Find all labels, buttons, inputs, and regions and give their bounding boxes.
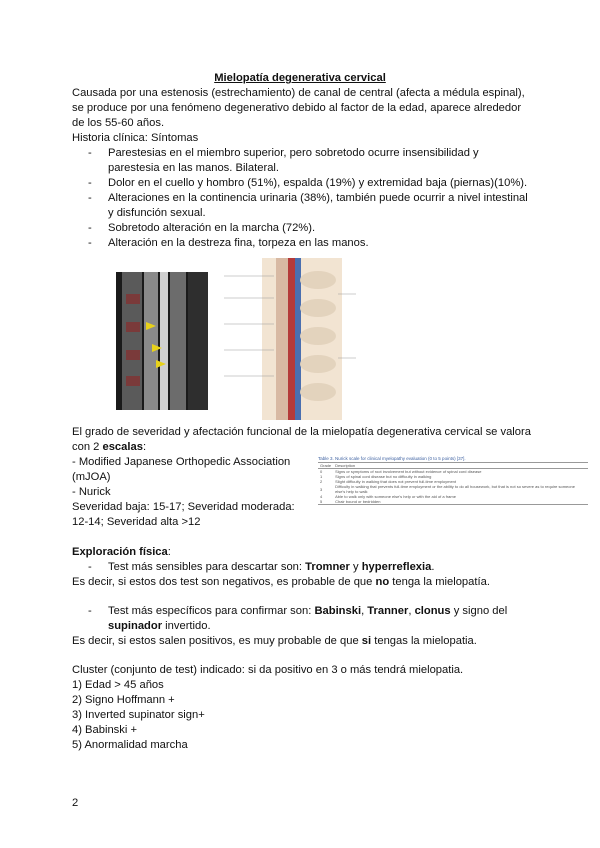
table-cell: Slight difficulty in walking that does not prevent full-time employment	[335, 479, 456, 484]
specific-tests-line-1: Test más específicos para confirmar son: Babinski, Tranner, clonus y signo del	[108, 605, 508, 617]
exploracion-heading: Exploración física:	[72, 546, 171, 558]
cluster-item: 2) Signo Hoffmann +	[72, 694, 175, 706]
table-cell: Signs of spinal cord disease but no difficulty in walking	[335, 474, 432, 479]
scale-nurick: - Nurick	[72, 486, 111, 498]
sensitive-tests: Test más sensibles para descartar son: Tromner y hyperreflexia.	[108, 561, 435, 573]
severity-line-2: con 2 escalas:	[72, 441, 147, 453]
symptom-5-line-1: Alteración en la destreza fina, torpeza en las manos.	[108, 237, 369, 249]
table-cell: 1	[320, 474, 323, 479]
table-cell: 0	[320, 469, 323, 474]
table-cell: 5	[320, 499, 323, 504]
severity-ranges-1: Severidad baja: 15-17; Severidad moderada:	[72, 501, 295, 513]
table-cell: 2	[320, 479, 323, 484]
cluster-item: 3) Inverted supinator sign+	[72, 709, 205, 721]
bullet-dash: -	[88, 605, 92, 617]
nurick-table	[318, 456, 588, 510]
sensitive-explanation: Es decir, si estos dos test son negativos, es probable de que no tenga la mielopatía.	[72, 576, 490, 588]
bullet-dash: -	[88, 177, 92, 189]
cluster-item: 1) Edad > 45 años	[72, 679, 164, 691]
scale-mjoa-abbr: (mJOA)	[72, 471, 111, 483]
severity-line-1: El grado de severidad y afectación funcional de la mielopatía degenerativa cervical se valora	[72, 426, 531, 438]
symptom-1-line-1: Parestesias en el miembro superior, pero sobretodo ocurre insensibilidad y	[108, 147, 479, 159]
spine-illustration	[218, 258, 358, 420]
symptom-2-line-1: Dolor en el cuello y hombro (51%), espalda (19%) y extremidad baja (piernas)(10%).	[108, 177, 528, 189]
table-header: Description	[335, 463, 356, 468]
page-number: 2	[72, 797, 79, 809]
page-title: Mielopatía degenerativa cervical	[214, 72, 386, 84]
cluster-intro: Cluster (conjunto de test) indicado: si da positivo en 3 o más tendrá mielopatia.	[72, 664, 464, 676]
cluster-item: 4) Babinski +	[72, 724, 137, 736]
symptom-3-line-1: Alteraciones en la continencia urinaria (38%), también puede ocurrir a nivel intestinal	[108, 192, 528, 204]
bullet-dash: -	[88, 237, 92, 249]
table-cell: Able to walk only with someone else's help or with the aid of a frame	[335, 494, 456, 499]
table-header: Grade	[320, 463, 332, 468]
bullet-dash: -	[88, 147, 92, 159]
table-cell: Chair bound or bedridden	[335, 499, 381, 504]
severity-ranges-2: 12-14; Severidad alta >12	[72, 516, 201, 528]
table-cell: Difficulty in walking that prevents full-time employment or the ability to do all housework, but that is not so severe as to require someone else's help to walk	[335, 484, 575, 494]
symptom-1-line-2: parestesia en las manos. Bilateral.	[108, 162, 280, 174]
cluster-item: 5) Anormalidad marcha	[72, 739, 188, 751]
specific-tests-line-2: supinador invertido.	[108, 620, 211, 632]
historia-heading: Historia clínica: Síntomas	[72, 132, 199, 144]
intro-line-3: de los 55-60 años.	[72, 117, 165, 129]
bullet-dash: -	[88, 561, 92, 573]
scale-mjoa: - Modified Japanese Orthopedic Association	[72, 456, 291, 468]
bullet-dash: -	[88, 192, 92, 204]
table-caption: Table 3. Nurick scale for clinical myelopathy evaluation (0 to 5 points) [37].	[318, 456, 466, 461]
bullet-dash: -	[88, 222, 92, 234]
symptom-3-line-2: y disfunción sexual.	[108, 207, 206, 219]
table-cell: Signs or symptoms of root involvement but without evidence of spinal cord disease	[335, 469, 482, 474]
intro-line-1: Causada por una estenosis (estrechamiento) de canal de central (afecta a médula espinal),	[72, 87, 525, 99]
specific-explanation: Es decir, si estos salen positivos, es muy probable de que si tengas la mielopatia.	[72, 635, 477, 647]
mri-image	[116, 272, 208, 410]
symptom-4-line-1: Sobretodo alteración en la marcha (72%).	[108, 222, 316, 234]
table-cell: 3	[320, 486, 323, 492]
table-body	[318, 462, 588, 505]
table-cell: 4	[320, 494, 323, 499]
intro-line-2: se produce por una fenómeno degenerativo debido al factor de la edad, aparece alrededor	[72, 102, 522, 114]
